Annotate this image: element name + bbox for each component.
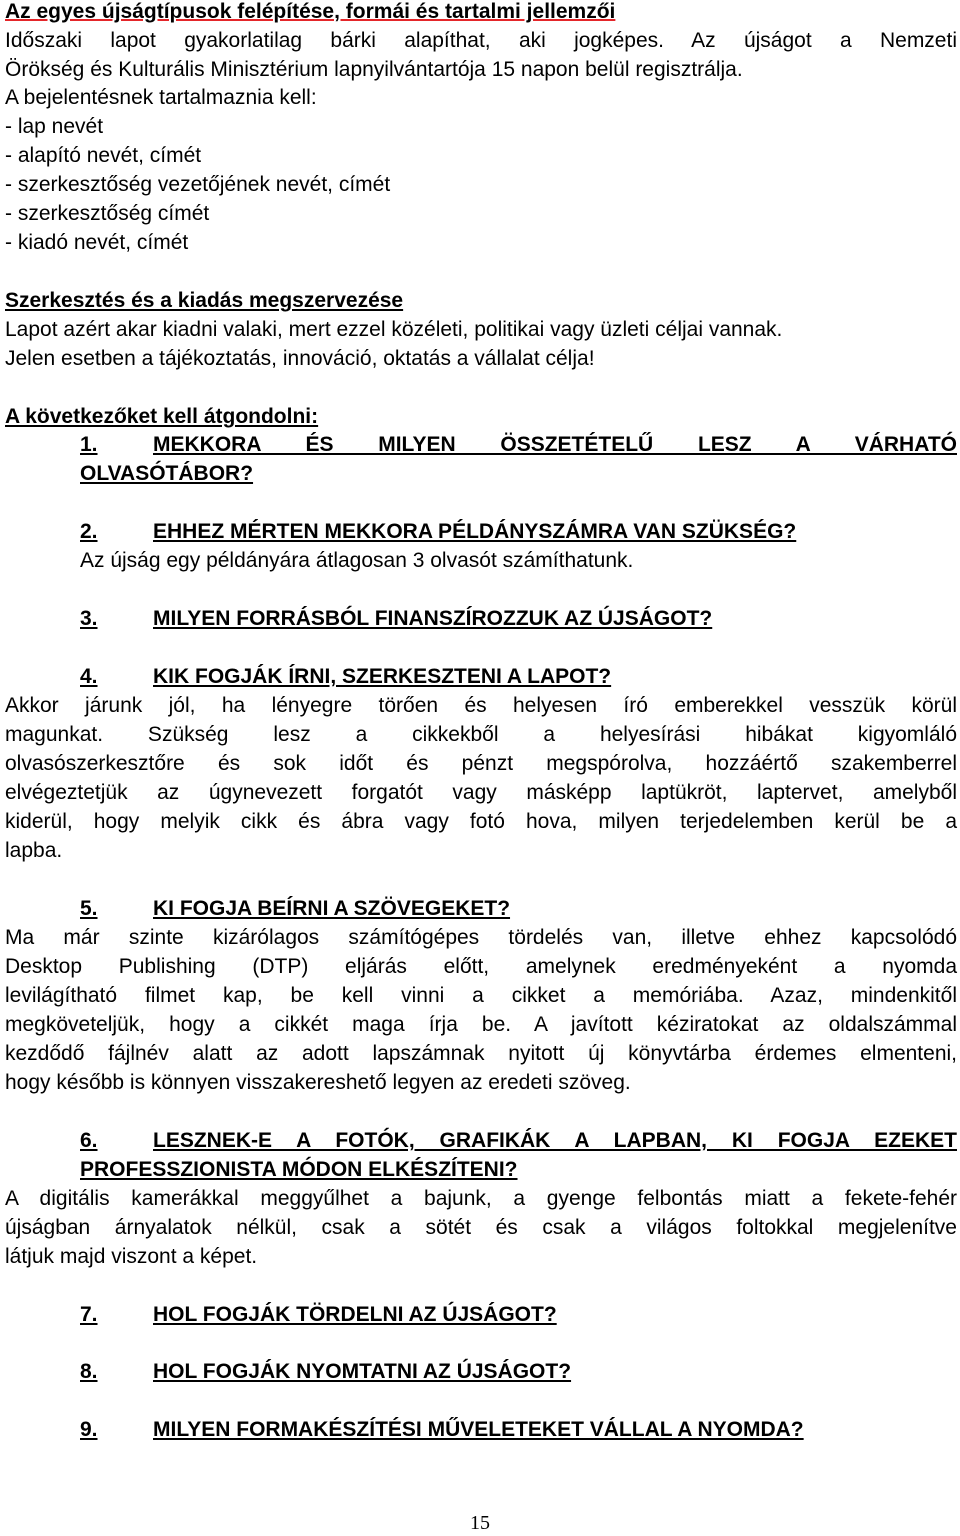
paragraph-line: elvégeztetjük az úgynevezett forgatót vagy másképp laptükröt, laptervet, amelyből xyxy=(5,781,957,804)
paragraph-line: megköveteljük, hogy a cikkét maga írja be. A javított kéziratokat az oldalszámmal xyxy=(5,1013,957,1036)
question-title: KIK FOGJÁK ÍRNI, SZERKESZTENI A LAPOT? xyxy=(153,665,612,688)
intro-line: A bejelentésnek tartalmaznia kell: xyxy=(5,86,317,109)
paragraph-line: Akkor járunk jól, ha lényegre törően és helyesen író emberekkel vesszük körül xyxy=(5,694,957,717)
question-number: 2. xyxy=(80,520,98,543)
paragraph-line: hogy később is könnyen visszakereshető legyen az eredeti szöveg. xyxy=(5,1071,631,1094)
paragraph-line: kiderül, hogy melyik cikk és ábra vagy fotó hova, milyen terjedelemben kerül be a xyxy=(5,810,957,833)
page-number: 15 xyxy=(470,1512,490,1534)
requirement-item: - szerkesztőség címét xyxy=(5,202,210,225)
question-number: 1. xyxy=(80,433,98,456)
requirement-item: - alapító nevét, címét xyxy=(5,144,202,167)
paragraph-line: lapba. xyxy=(5,839,63,862)
paragraph-line: kezdődő fájlnév alatt az adott lapszámnak nyitott új könyvtárba érdemes elmenteni, xyxy=(5,1042,957,1065)
question-title: MILYEN FORMAKÉSZÍTÉSI MŰVELETEKET VÁLLAL A NYOMDA? xyxy=(153,1418,804,1441)
paragraph-line: olvasószerkesztőre és sok időt és pénzt megspórolva, hozzáértő szakemberrel xyxy=(5,752,957,775)
question-title: HOL FOGJÁK NYOMTATNI AZ ÚJSÁGOT? xyxy=(153,1360,572,1383)
question-title: KI FOGJA BEÍRNI A SZÖVEGEKET? xyxy=(153,897,511,920)
requirement-item: - kiadó nevét, címét xyxy=(5,231,189,254)
section-heading: A következőket kell átgondolni: xyxy=(5,405,319,428)
question-title: LESZNEK-E A FOTÓK, GRAFIKÁK A LAPBAN, KI FOGJA EZEKET xyxy=(153,1129,957,1152)
question-answer: Az újság egy példányára átlagosan 3 olvasót számíthatunk. xyxy=(80,549,634,572)
intro-line: Időszaki lapot gyakorlatilag bárki alapíthat, aki jogképes. Az újságot a Nemzeti xyxy=(5,29,957,52)
paragraph-line: levilágítható filmet kap, be kell vinni a cikket a memóriába. Azaz, mindenkitől xyxy=(5,984,957,1007)
page-title: Az egyes újságtípusok felépítése, formái és tartalmi jellemzői xyxy=(5,0,616,23)
question-number: 6. xyxy=(80,1129,98,1152)
question-title: EHHEZ MÉRTEN MEKKORA PÉLDÁNYSZÁMRA VAN SZÜKSÉG? xyxy=(153,520,797,543)
section-text: Jelen esetben a tájékoztatás, innováció, oktatás a vállalat célja! xyxy=(5,347,595,370)
paragraph-line: Desktop Publishing (DTP) eljárás előtt, amelynek eredményeként a nyomda xyxy=(5,955,957,978)
paragraph-line: Ma már szinte kizárólagos számítógépes tördelés van, illetve ehhez kapcsolódó xyxy=(5,926,957,949)
question-title: HOL FOGJÁK TÖRDELNI AZ ÚJSÁGOT? xyxy=(153,1303,557,1326)
paragraph-line: magunkat. Szükség lesz a cikkekből a helyesírási hibákat kigyomláló xyxy=(5,723,957,746)
paragraph-line: újságban árnyalatok nélkül, csak a sötét és csak a világos foltokkal megjelenítve xyxy=(5,1216,957,1239)
section-text: Lapot azért akar kiadni valaki, mert ezzel közéleti, politikai vagy üzleti céljai vannak. xyxy=(5,318,783,341)
requirement-item: - lap nevét xyxy=(5,115,104,138)
requirement-item: - szerkesztőség vezetőjének nevét, címét xyxy=(5,173,391,196)
section-heading: Szerkesztés és a kiadás megszervezése xyxy=(5,289,404,312)
question-number: 3. xyxy=(80,607,98,630)
paragraph-line: látjuk majd viszont a képet. xyxy=(5,1245,258,1268)
intro-line: Örökség és Kulturális Minisztérium lapnyilvántartója 15 napon belül regisztrálja. xyxy=(5,58,743,81)
question-number: 7. xyxy=(80,1303,98,1326)
question-title: MILYEN FORRÁSBÓL FINANSZÍROZZUK AZ ÚJSÁGOT? xyxy=(153,607,713,630)
question-number: 4. xyxy=(80,665,98,688)
question-title: OLVASÓTÁBOR? xyxy=(80,462,254,485)
paragraph-line: A digitális kamerákkal meggyűlhet a bajunk, a gyenge felbontás miatt a fekete-fehér xyxy=(5,1187,957,1210)
question-number: 8. xyxy=(80,1360,98,1383)
question-title: MEKKORA ÉS MILYEN ÖSSZETÉTELŰ LESZ A VÁRHATÓ xyxy=(153,433,957,456)
question-number: 9. xyxy=(80,1418,98,1441)
question-title: PROFESSZIONISTA MÓDON ELKÉSZÍTENI? xyxy=(80,1158,518,1181)
question-number: 5. xyxy=(80,897,98,920)
